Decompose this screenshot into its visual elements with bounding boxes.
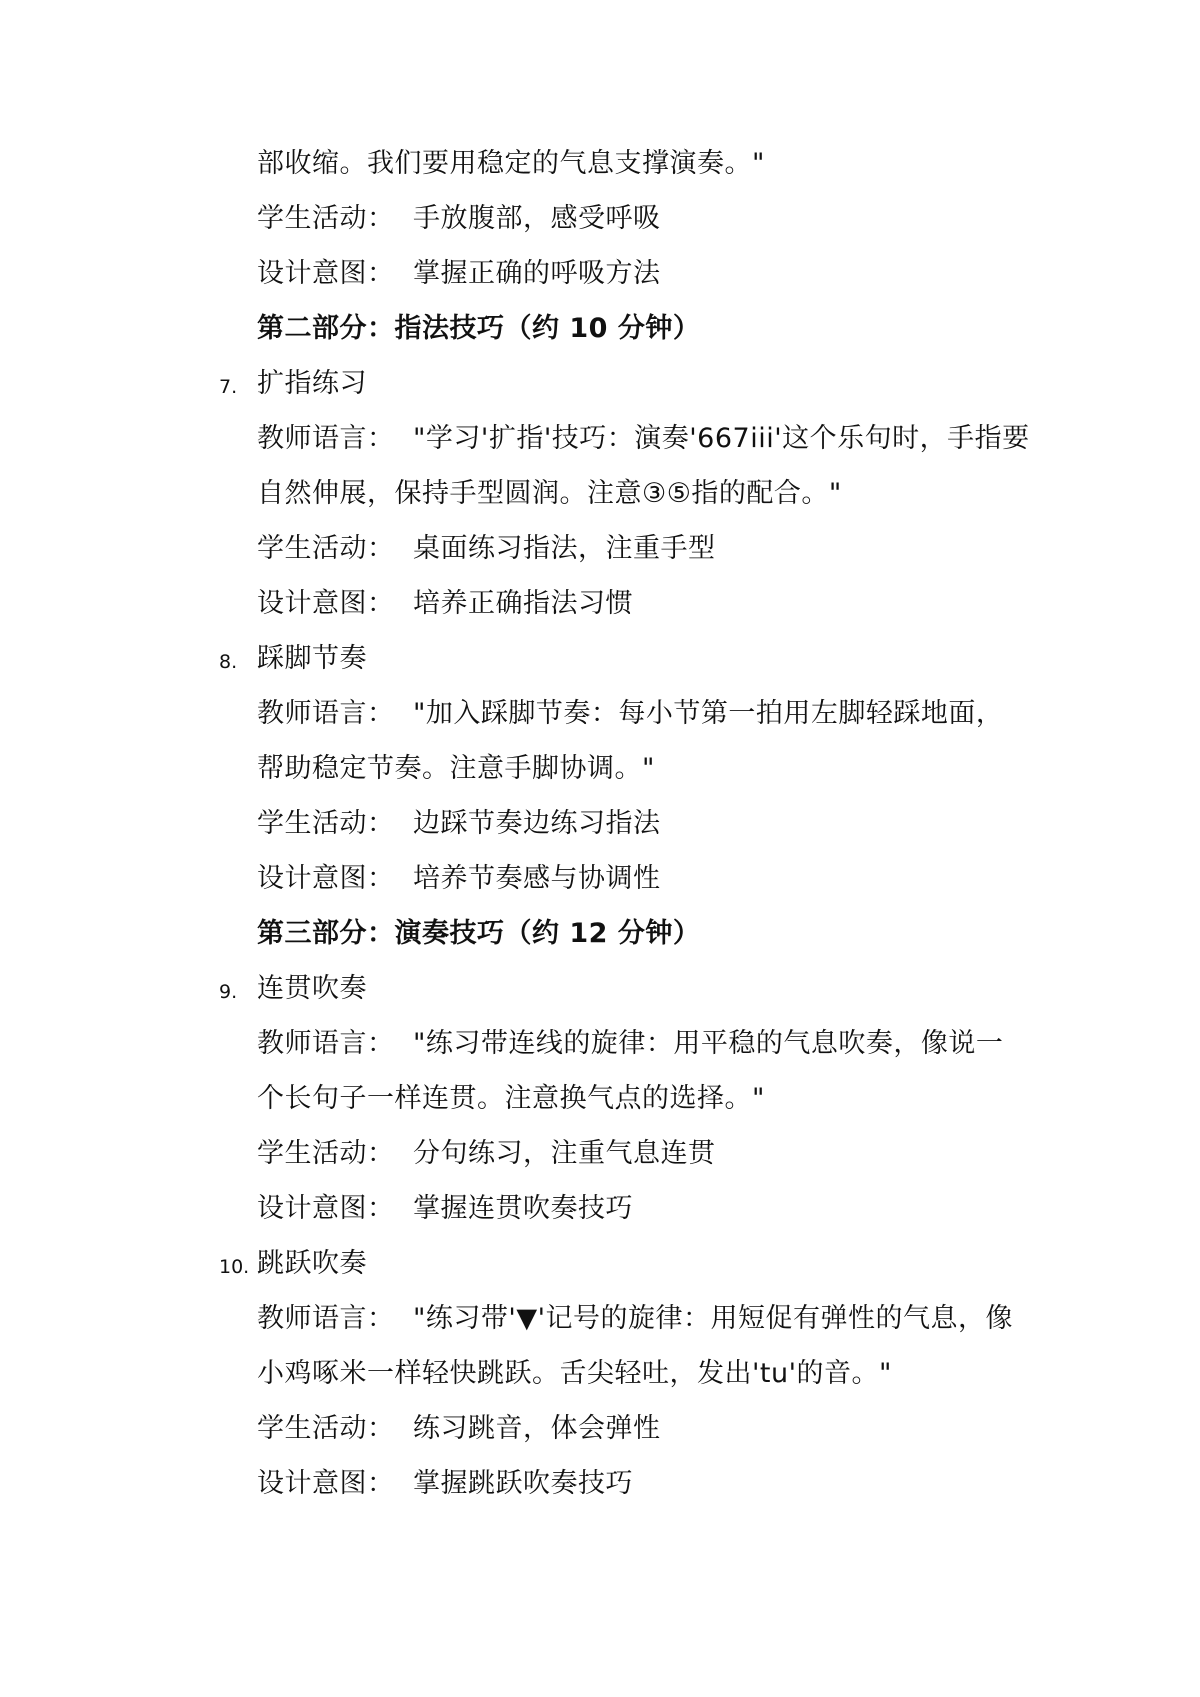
design-intent-text: 培养节奏感与协调性 [413,863,661,894]
item-title: 扩指练习 [257,368,367,399]
teacher-language-line [257,1301,1013,1337]
teacher-language-line [257,421,1030,457]
teacher-language-label: 教师语言： [257,423,395,454]
student-activity-label: 学生活动： [257,1413,395,1444]
section-heading: 第二部分：指法技巧（约 10 分钟） [257,313,701,344]
student-activity-line [257,806,661,842]
teacher-language-line [257,696,1003,732]
item-title: 连贯吹奏 [257,973,367,1004]
student-activity-text: 分句练习，注重气息连贯 [413,1138,716,1169]
teacher-language-text: "学习'扩指'技巧：演奏'667iii'这个乐句时，手指要 [413,423,1030,454]
student-activity-text: 练习跳音，体会弹性 [413,1413,661,1444]
teacher-language-label: 教师语言： [257,1303,395,1334]
student-activity-text: 手放腹部，感受呼吸 [413,203,661,234]
teacher-language-text: "加入踩脚节奏：每小节第一拍用左脚轻踩地面， [413,698,1004,729]
teacher-language-continuation: 自然伸展，保持手型圆润。注意③⑤指的配合。" [257,478,842,509]
teacher-language-continuation: 帮助稳定节奏。注意手脚协调。" [257,753,655,784]
design-intent-label: 设计意图： [257,863,395,894]
list-number: 10. [219,1256,250,1278]
student-activity-text: 边踩节奏边练习指法 [413,808,661,839]
design-intent-label: 设计意图： [257,588,395,619]
student-activity-line [257,1136,716,1172]
design-intent-text: 培养正确指法习惯 [413,588,633,619]
teacher-language-label: 教师语言： [257,698,395,729]
student-activity-text: 桌面练习指法，注重手型 [413,533,716,564]
design-intent-line [257,256,661,292]
list-number: 7. [219,376,238,398]
design-intent-line [257,1466,633,1502]
design-intent-label: 设计意图： [257,1193,395,1224]
student-activity-label: 学生活动： [257,808,395,839]
student-activity-label: 学生活动： [257,533,395,564]
teacher-language-continuation: 小鸡啄米一样轻快跳跃。舌尖轻吐，发出'tu'的音。" [257,1358,892,1389]
design-intent-line [257,586,633,622]
design-intent-label: 设计意图： [257,258,395,289]
item-title: 踩脚节奏 [257,643,367,674]
teacher-language-continuation: 个长句子一样连贯。注意换气点的选择。" [257,1083,765,1114]
item-title: 跳跃吹奏 [257,1248,367,1279]
teacher-language-text: "练习带'▼'记号的旋律：用短促有弹性的气息，像 [413,1303,1014,1334]
design-intent-text: 掌握跳跃吹奏技巧 [413,1468,633,1499]
design-intent-line [257,861,661,897]
section-heading: 第三部分：演奏技巧（约 12 分钟） [257,918,701,949]
design-intent-text: 掌握正确的呼吸方法 [413,258,661,289]
student-activity-label: 学生活动： [257,203,395,234]
design-intent-line [257,1191,633,1227]
student-activity-line [257,531,716,567]
teacher-language-label: 教师语言： [257,1028,395,1059]
student-activity-line [257,201,661,237]
student-activity-line [257,1411,661,1447]
teacher-language-text: "练习带连线的旋律：用平稳的气息吹奏，像说一 [413,1028,1004,1059]
design-intent-text: 掌握连贯吹奏技巧 [413,1193,633,1224]
student-activity-label: 学生活动： [257,1138,395,1169]
list-number: 9. [219,981,238,1003]
paragraph-continuation: 部收缩。我们要用稳定的气息支撑演奏。" [257,148,765,179]
design-intent-label: 设计意图： [257,1468,395,1499]
list-number: 8. [219,651,238,673]
teacher-language-line [257,1026,1003,1062]
